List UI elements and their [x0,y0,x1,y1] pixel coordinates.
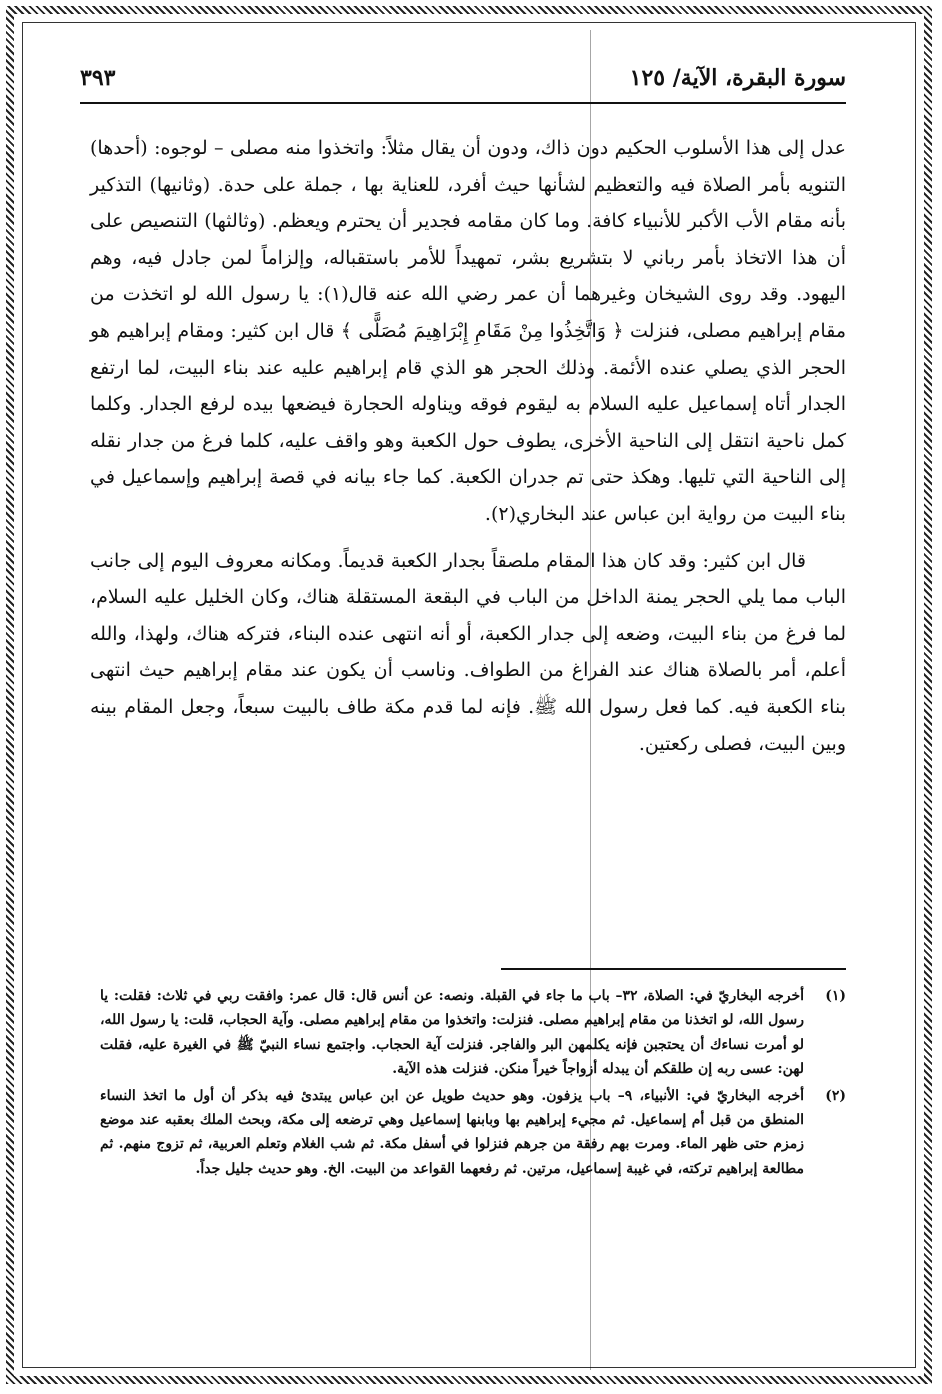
footnote-number: (٢) [825,1087,846,1104]
header-rule [80,102,846,104]
footnote-number: (١) [825,988,846,1004]
paragraph: قال ابن كثير: وقد كان هذا المقام ملصقاً بجدار الكعبة قديماً. ومكانه معروف اليوم إلى جانب الباب مما يلي الحجر يمنة الداخل من الباب في البقعة المستقلة هناك، وكان الخليل عليه السلام، لما فرغ من بناء البيت، وضعه إلى جدار الكعبة، أو أنه انتهى عنده البناء، فتركه هناك، ولهذا، والله أعلم، أمر بالصلاة هناك عند الفراغ من الطواف. وناسب أن يكون عند مقام إبراهيم حيث انتهى بناء الكعبة فيه. كما فعل رسول الله ﷺ. فإنه لما قدم مكة طاف بالبيت سبعاً، وجعل المقام بينه وبين البيت، فصلى ركعتين. [90,549,847,755]
paragraph: عدل إلى هذا الأسلوب الحكيم دون ذاك، ودون أن يقال مثلاً: واتخذوا منه مصلى – لوجوه: (أحدها) التنويه بأمر الصلاة فيه والتعظيم لشأنها حيث أفرد، للعناية بها ، جملة على حدة. (وثانيها) التذكير بأنه مقام الأب الأكبر للأنبياء كافة. وما كان مقامه فجدير أن يحترم ويعظم. (وثالثها) التنصيص على أن هذا الاتخاذ بأمر رباني لا بتشريع بشر، تمهيداً للأمر باستقباله، وإلزاماً لمن جادل فيه، وهم اليهود. وقد روى الشيخان وغيرهما أن عمر رضي الله عنه قال(١): يا رسول الله لو اتخذت من مقام إبراهيم مصلى، فنزلت ﴿ وَاتَّخِذُوا مِنْ مَقَامِ إِبْرَاهِيمَ مُصَلًّى ﴾ قال ابن كثير: ومقام إبراهيم هو الحجر الذي يصلي عنده الأئمة. وذلك الحجر هو الذي قام إبراهيم عليه عند بناء البيت، لما ارتفع الجدار أتاه إسماعيل عليه السلام به ليقوم فوقه ويناوله الحجارة فيضعها بيده لرفع الجدار. وكلما كمل ناحية انتقل إلى الناحية الأخرى، يطوف حول الكعبة وهو واقف عليه، كلما فرغ من جدار نقله إلى الناحية التي تليها. وهكذ حتى تم جدران الكعبة. كما جاء بيانه في قصة إبراهيم وإسماعيل في بناء البيت من رواية ابن عباس عند البخاري(٢). [90,137,846,525]
surah-reference: سورة البقرة، الآية/ ١٢٥ [629,65,846,91]
main-text [90,130,846,762]
footnote [100,1084,846,1182]
footnotes [100,984,846,1183]
footnote [100,984,846,1082]
footnote-text: أخرجه البخاريّ في: الصلاة، ٣٢– باب ما جاء في القبلة. ونصه: عن أنس قال: قال عمر: وافقت ربي في ثلاث: فقلت: يا رسول الله، لو اتخذنا من مقام إبراهيم مصلى. فنزلت: واتخذوا من مقام إبراهيم مصلى. وآية الحجاب، قلت: يا رسول الله، لو أمرت نساءك أن يحتجبن فإنه يكلمهن البر والفاجر. فنزلت آية الحجاب. واجتمع نساء النبيّ ﷺ في الغيرة عليه، فقلت لهن: عسى ربه إن طلقكم أن يبدله أزواجاً خيراً منكن. فنزلت هذه الآية. [100,988,804,1078]
page-header [80,58,846,98]
page-number: ٣٩٣ [80,65,116,91]
footnote-separator [501,968,846,970]
footnote-text: أخرجه البخاريّ في: الأنبياء، ٩– باب يزفون. وهو حديث طويل عن ابن عباس يبتدئ فيه بذكر أن أول ما اتخذ النساء المنطق من قبل أم إسماعيل. ثم مجيء إبراهيم بها وبابنها إسماعيل وهي ترضعه إلى مكة، وبحث الملك بعقبه عند موضع زمزم حتى ظهر الماء. ومرت بهم رفقة من جرهم فنزلوا في أسفل مكة. ثم شب الغلام وتعلم العربية، ثم تزوج منهم. ثم مطالعة إبراهيم تركته، في غيبة إسماعيل، مرتين. ثم رفعهما القواعد من البيت. الخ. وهو حديث جليل جداً. [100,1087,804,1177]
